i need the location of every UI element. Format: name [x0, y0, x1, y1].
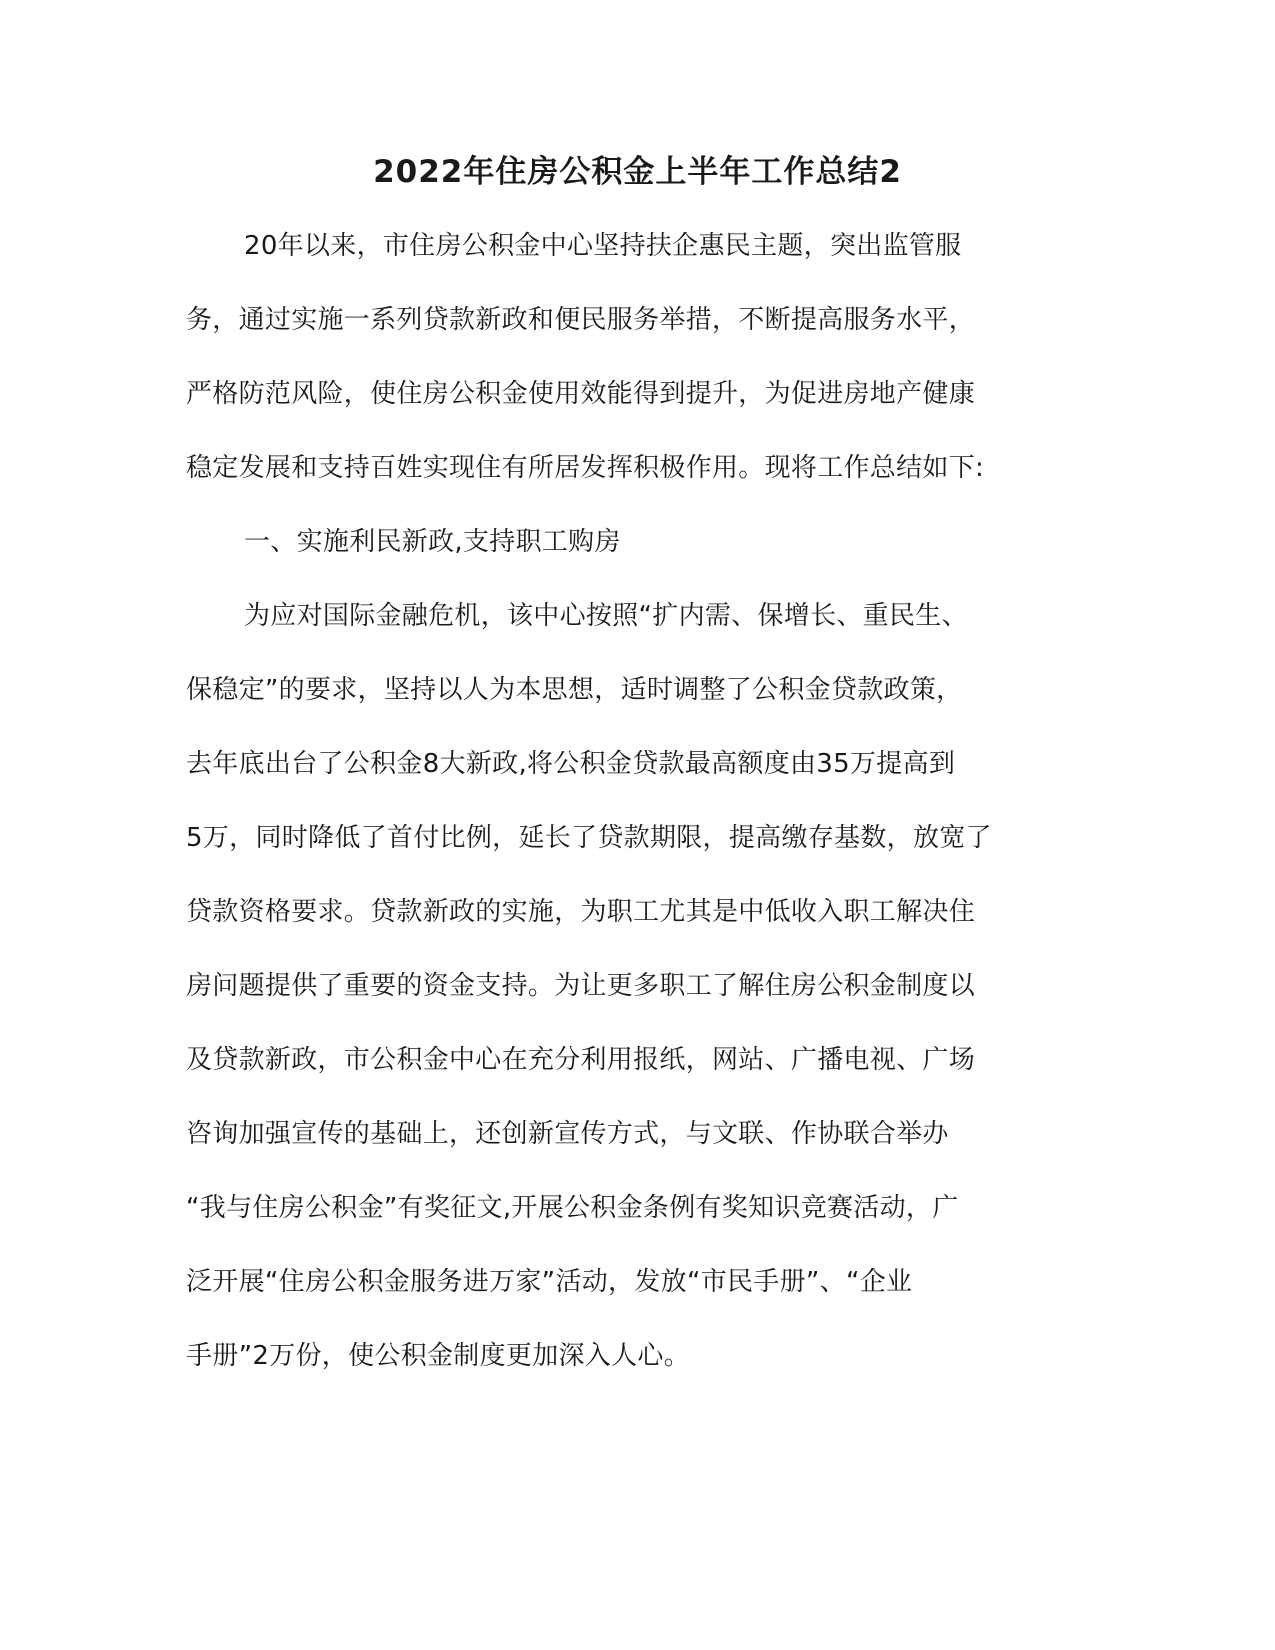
- paragraph-line-7: 保稳定”的要求，坚持以人为本思想，适时调整了公积金贷款政策，: [186, 675, 963, 705]
- paragraph-line-15: 泛开展“住房公积金服务进万家”活动，发放“市民手册”、“企业: [186, 1267, 913, 1297]
- paragraph-line-3: 严格防范风险，使住房公积金使用效能得到提升，为促进房地产健康: [186, 379, 976, 409]
- paragraph-line-11: 房问题提供了重要的资金支持。为让更多职工了解住房公积金制度以: [186, 971, 976, 1001]
- paragraph-line-9: 5万，同时降低了首付比例，延长了贷款期限，提高缴存基数，放宽了: [186, 823, 992, 853]
- paragraph-line-2: 务，通过实施一系列贷款新政和便民服务举措，不断提高服务水平，: [186, 305, 976, 335]
- paragraph-line-4: 稳定发展和支持百姓实现住有所居发挥积极作用。现将工作总结如下:: [186, 453, 985, 483]
- section-heading: 一、实施利民新政,支持职工购房: [244, 527, 621, 557]
- paragraph-line-14: “我与住房公积金”有奖征文,开展公积金条例有奖知识竞赛活动，广: [186, 1193, 959, 1223]
- paragraph-line-8: 去年底出台了公积金8大新政,将公积金贷款最高额度由35万提高到: [186, 749, 956, 779]
- paragraph-line-6: 为应对国际金融危机，该中心按照“扩内需、保增长、重民生、: [244, 601, 968, 631]
- paragraph-line-12: 及贷款新政，市公积金中心在充分利用报纸，网站、广播电视、广场: [186, 1045, 976, 1075]
- document-title: 2022年住房公积金上半年工作总结2: [373, 154, 902, 190]
- paragraph-line-13: 咨询加强宣传的基础上，还创新宣传方式，与文联、作协联合举办: [186, 1119, 949, 1149]
- paragraph-line-16: 手册”2万份，使公积金制度更加深入人心。: [186, 1341, 691, 1371]
- paragraph-line-10: 贷款资格要求。贷款新政的实施，为职工尤其是中低收入职工解决住: [186, 897, 976, 927]
- paragraph-line-1: 20年以来，市住房公积金中心坚持扶企惠民主题，突出监管服: [244, 231, 962, 261]
